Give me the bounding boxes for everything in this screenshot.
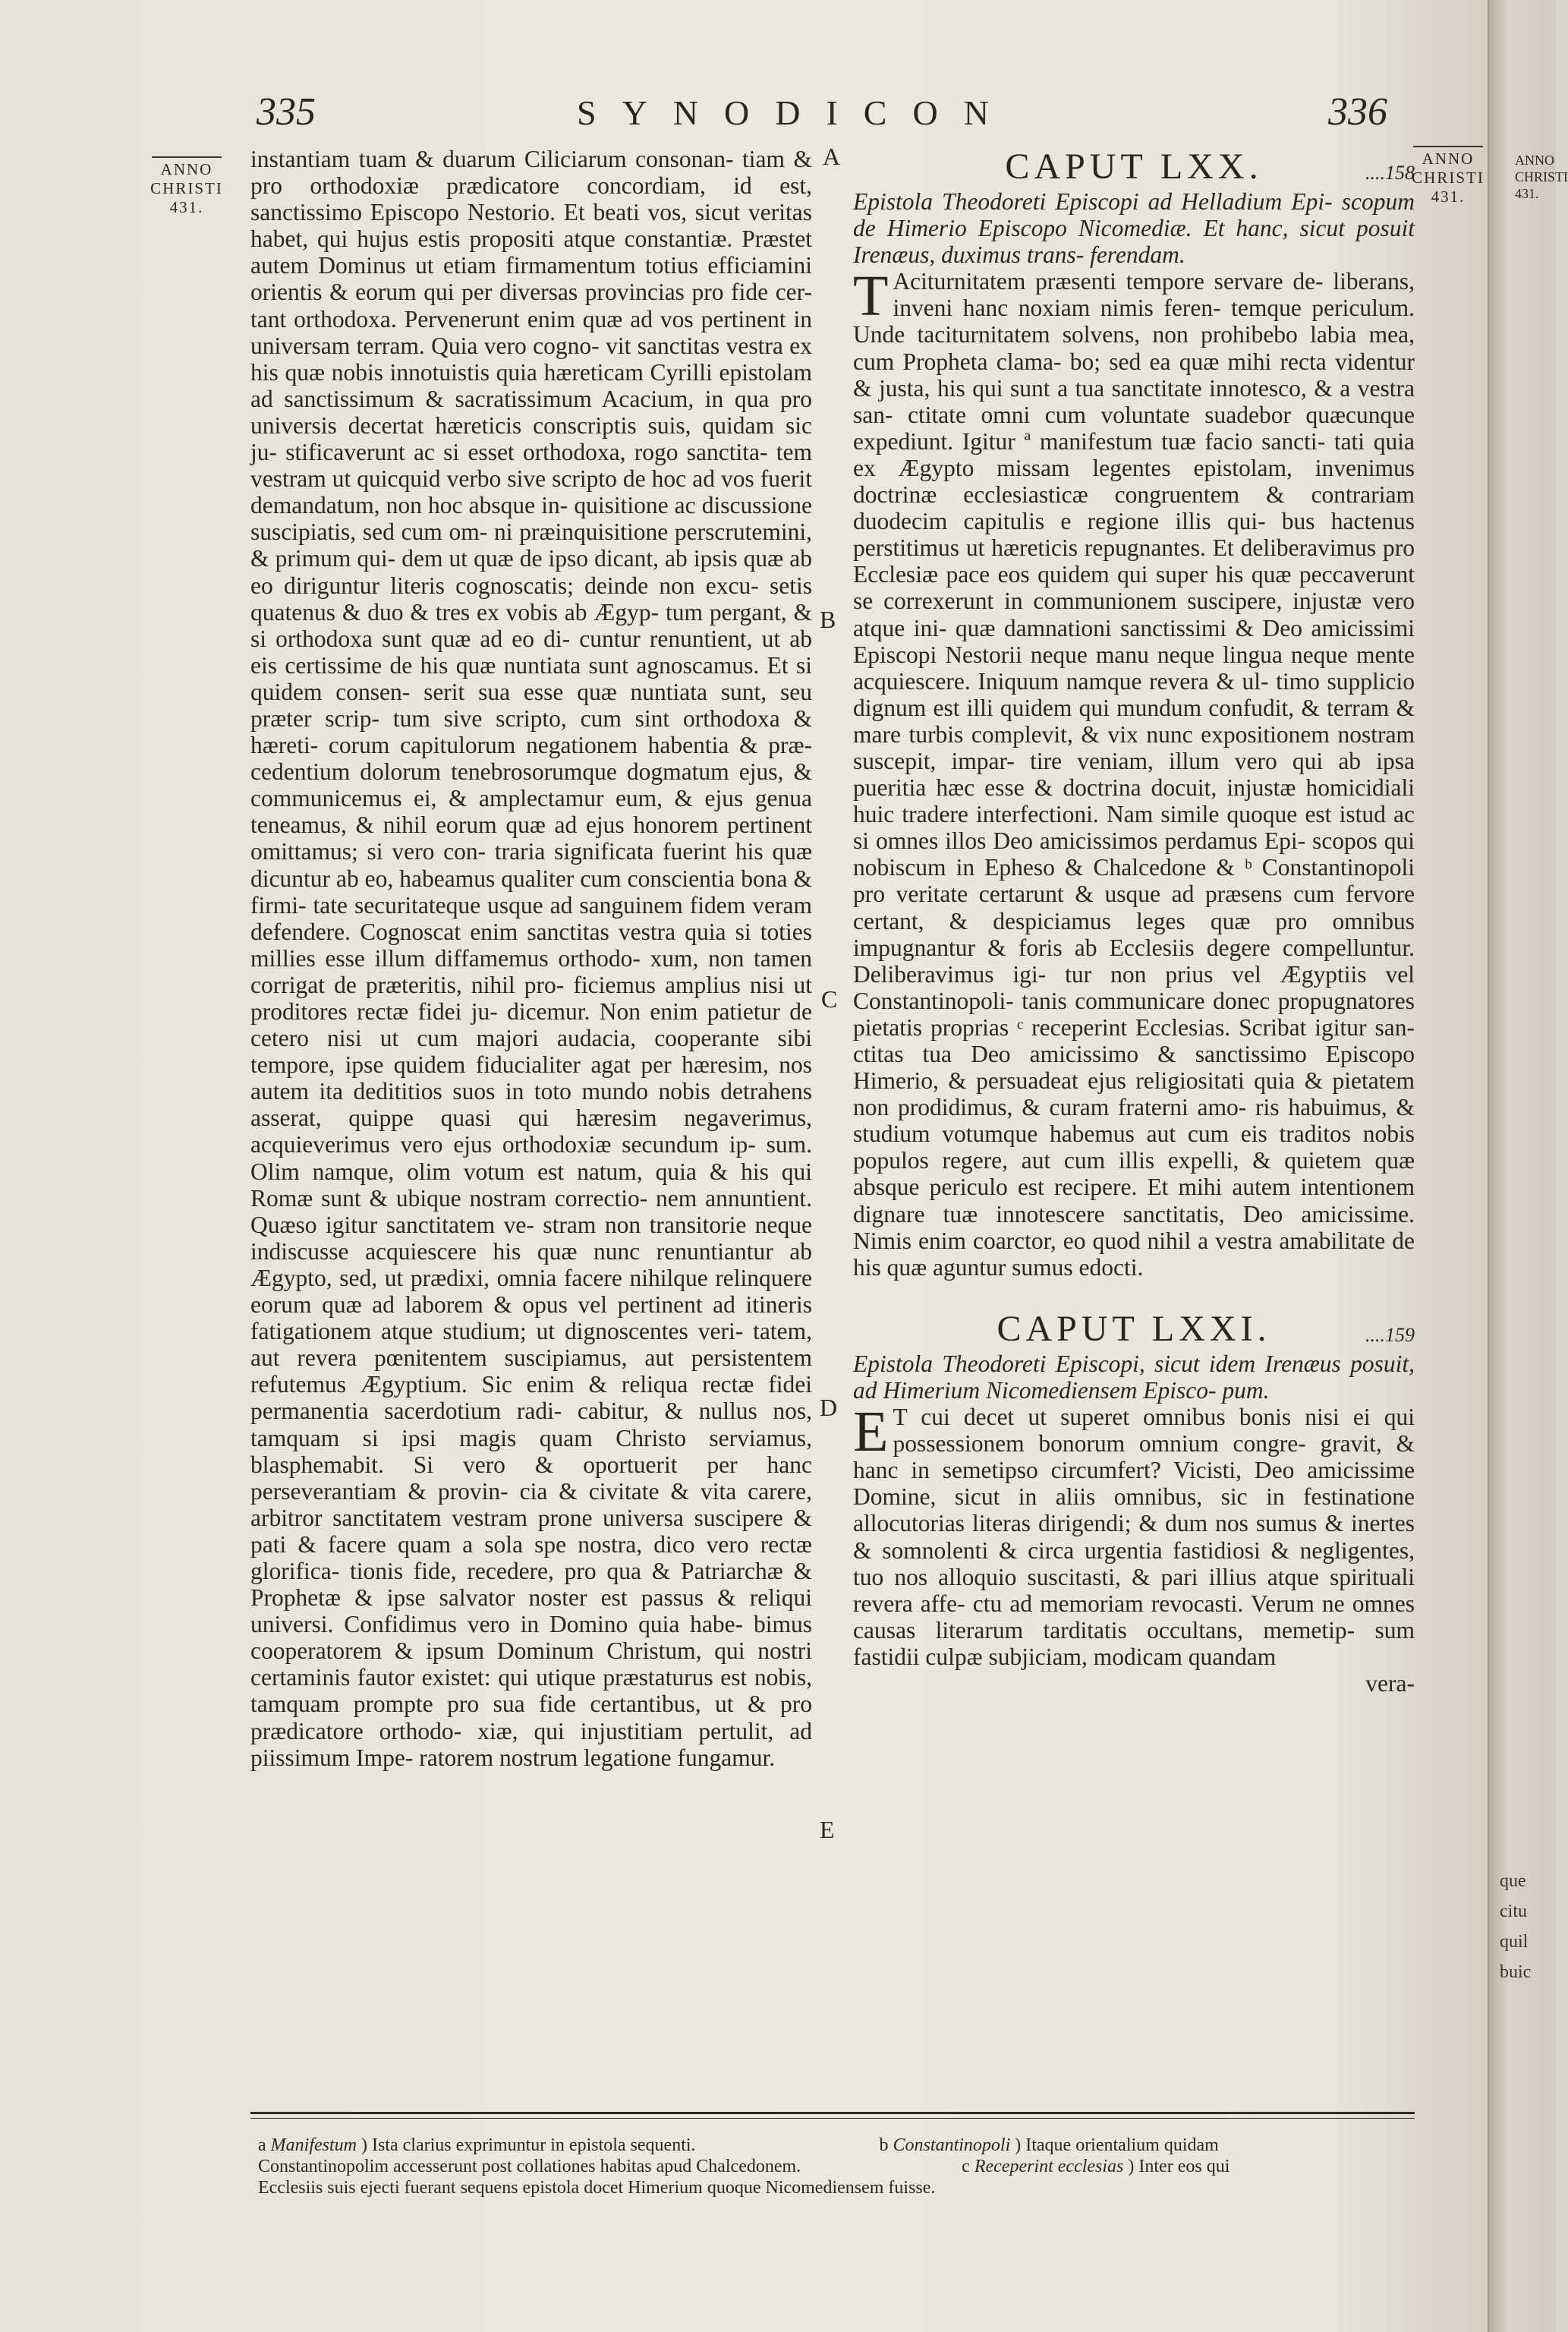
edge-fragment: citu (1500, 1902, 1527, 1921)
section-letter-e: E (820, 1816, 835, 1843)
footnote-text: ) Itaque orientalium quidam (1015, 2135, 1219, 2155)
chapter-body-text: Aciturnitatem præsenti tempore servare de- liberans, inveni hanc noxiam nimis feren- temque periculum. Unde taciturnitatem solvens, non prohibebo labia mea, cum Propheta clama- bo; sed ea quæ mihi recta videntur & justa, his qui sunt a tua sanctitate innotesco, & a vestra san- ctitate omni cum voluntate suadebor quæcunque expediunt. Igitur ª manifestum tuæ facio sancti- tati quia ex Ægypto missam legentes epistolam, invenimus doctrinæ ecclesiasticæ congruentem & contrariam duodecim capitulis e regione illis qui- bus hactenus perstitimus ut hæreticis repugnantes. Et deliberavimus pro Ecclesiæ pace eos quidem qui super his quæ peccaverunt se correxerunt in communionem suscipere, injustæ vero atque ini- quæ damnationi sanctissimi & Deo amicissimi Episcopi Nestorii neque manu neque lingua neque mente acquiescere. Iniquum namque revera & ul- timo supplicio dignum est illi quidem qui mundum confudit, & terram & mare turbis complevit, & vix nunc expositionem nostram suscepit, impar- tire veniam, illum vero qui ab ipsa pueritia hæc esse & doctrina docuit, injustæ homicidiali huic tradere interfectioni. Nam simile quoque est istud ac si omnes illos Deo amicissimos perdamus Epi- scopos qui nobiscum in Epheso & Chalcedone & ᵇ Constantinopoli pro veritate certarunt & usque ad præsens cum fervore certant, & despiciamus leges quæ pro omnibus impugnantur & foris ab Ecclesiis degere compelluntur. Deliberavimus igi- tur non prius vel Ægyptiis vel Constantinopoli- tanis communicare donec propugnatores pietatis proprias ᶜ receperint Ecclesias. Scribat igitur san- ctitas tua Deo amicissimo & sanctissimo Episcopo Himerio, & persuadeat ejus religiositati quia & pietatem non prodidimus, & curam fraterni amo- ris habuimus, & studium votumque habemus aut cum eis traditos nobis populos regere, aut cum illis expelli, & quietem quæ absque periculo est recipere. Et mihi autem intentionem dignare tuæ innotescere sanctitatis, Deo amicissime. Nimis enim coarctor, eo quod nihil a vestra amabilitate de his quæ aguntur sumus edocti. (853, 268, 1415, 1281)
footnotes (258, 2135, 1412, 2198)
chapter-ref: ....159 (1365, 1323, 1415, 1346)
chapter-heading-70 (853, 146, 1415, 188)
left-column-text: instantiam tuam & duarum Ciliciarum consonan- tiam & pro orthodoxiæ prædicatore concordiam, id est, sanctissimo Episcopo Nestorio. Et beati vos, sicut veritas habet, qui hujus estis propositi atque constantiæ. Præstet autem Dominus ut etiam firmamentum totius efficiamini orientis & eorum qui per diversas provincias pro fide cer- tant orthodoxa. Pervenerunt enim quæ ad vos pertinent in universam terram. Quia vero cogno- vit sanctitas vestra ex his quæ nobis innotuistis quia hæreticam Cyrilli epistolam ad sanctissimum & sacratissimum Acacium, in qua pro universis decertat hæreticis conscriptis suis, quidam sic ju- stificaverunt ac si esset orthodoxa, rogo sanctita- tem vestram ut quicquid verbo sive scripto de hoc ad vos fuerit demandatum, non hoc absque in- quisitione ac discussione suscipiatis, sed cum om- ni præinquisitione perscrutemini, & primum qui- dem ut quæ de ipso dicant, ab ipsis quæ ab eo diriguntur literis cognoscatis; deinde non excu- setis quatenus & duo & tres ex vobis ab Ægyp- tum pergant, & si orthodoxa sunt quæ ad eo di- cuntur renuntient, ut ab eis certissime de his quæ nuntiata sunt agnoscamus. Et si quidem consen- serit sua esse quæ nuntiata sunt, seu præter scrip- tum sive scripto, cum sint orthodoxa & hæreti- corum capitulorum negationem habentia & præ- cedentium dolorum tenebrosorumque dogmatum ejus, & communicemus ei, & amplectamur eum, & ejus genua teneamus, & nihil eorum quæ ad ejus honorem pertinent omittamus; si vero con- traria significata fuerint his quæ dicuntur ab eo, habeamus qualiter cum conscientia bona & firmi- tate securitateque usque ad sanguinem fidem veram defendere. Cognoscat enim sanctitas vestra quia si toties millies esse illum diffamemus orthodo- xum, non tamen corrigat de præteritis, nihil pro- ficiemus amplius nisi ut proditores rectæ fidei ju- dicemur. Non enim patietur de cetero nisi ut cum majori audacia, cooperante sibi tempore, ipse quidem fiducialiter agat per hæresim, nos autem ita dedititios suos in toto mundo nobis detrahens asserat, quippe quasi qui hæresim negaverimus, acquieverimus vero ejus orthodoxiæ secundum ip- sum. Olim namque, olim votum est natum, quia & his qui Romæ sunt & ubique nostram correctio- nem annuntient. Quæso igitur sanctitatem ve- stram non transitorie neque indiscusse acquiescere his quæ nunc renuntiantur ab Ægypto, sed, ut prædixi, omnia facere nihilque relinquere eorum quæ ad laborem & opus vel pertinent ad itineris fatigationem atque studium; ut dignoscentes veri- tatem, aut revera pœnitentem suscipiamus, aut persistentem refutemus Ægyptium. Sic enim & reliqua rectæ fidei permanentia sacerdotium radi- cabitur, & nullus nos, tamquam si ipsi magis quam Christo serviamus, blasphemabit. Si vero & oportuerit per hanc perseverantiam & provin- cia & civitate & vita carere, arbitror sanctitatem vestram prone universa suscipere & pati & facere quam a sola spe nostra, dico vero rectæ glorifica- tionis fide, recedere, pro qua & Patriarchæ & Prophetæ & ipse salvator noster est passus & reliqui universi. Confidimus vero in Domino quia habe- bimus cooperatorem & ipsum Dominum Christum, qui nostri certaminis fautor existet: qui utique præstaturus est nobis, tamquam prompte pro sua fide certantibus, ut & pro prædicatore orthodo- xiæ, qui injustitiam pertulit, ad piissimum Impe- ratorem nostrum legatione fungamur. (250, 146, 812, 1771)
margin-rule (1413, 146, 1483, 147)
footnote-text: ) Inter eos qui (1128, 2157, 1230, 2176)
edge-fragment: buic (1500, 1962, 1532, 1982)
margin-anno-left (149, 156, 225, 217)
footnote-line-1 (258, 2135, 1412, 2156)
chapter-title: CAPUT LXX. (1005, 147, 1263, 187)
left-column (250, 146, 812, 1771)
right-column (853, 146, 1415, 1697)
footnote-text: Constantinopolim accesserunt post collationes habitas apud Chalcedonem. (258, 2157, 801, 2176)
footnote-text: Ecclesiis suis ejecti fuerant sequens epistola docet Himerium quoque Nicomediensem fuisse. (258, 2178, 936, 2198)
footnote-lemma: Constantinopoli (893, 2135, 1011, 2155)
footnote-rule (250, 2112, 1415, 2114)
chapter-subtitle: Epistola Theodoreti Episcopi ad Helladium Epi- scopum de Himerio Episcopo Nicomediæ. Et hanc, sicut posuit Irenæus, duximus trans- ferendam. (853, 188, 1415, 269)
footnote-letter: c (962, 2157, 970, 2176)
anno-text: ANNO (1515, 153, 1554, 168)
chapter-body (853, 264, 1415, 1281)
edge-fragment: que (1500, 1871, 1526, 1891)
chapter-body-text: T cui decet ut superet omnibus bonis nisi ei qui possessionem bonorum omnium congre- gravit, & hanc in semetipso circumfert? Vicisti, Deo amicissime Domine, sicut in aliis omnibus, sic in festinatione allocutorias literas dirigendi; & dum nos sumus & inertes & somnolenti & circa urgentia fastidiosi & negligentes, tuo nos alloquio suscitasti, & pari illius atque spirituali revera affe- ctu ad memoriam revocasti. Verum ne omnes causas literarum tarditatis occultans, memetip- sum fastidii culpæ subjiciam, modicam quandam (853, 1404, 1415, 1670)
footnote-rule-thin (250, 2118, 1415, 2119)
section-letter-c: C (821, 985, 838, 1013)
chapter-subtitle: Epistola Theodoreti Episcopi, sicut idem Irenæus posuit, ad Himerium Nicomediensem Episco- pum. (853, 1350, 1415, 1404)
next-page-edge (1488, 0, 1568, 2332)
year-text: 431. (1431, 188, 1466, 206)
edge-fragment: quil (1500, 1932, 1529, 1952)
footnote-line-3 (258, 2177, 1412, 2198)
year-text: 431. (1515, 186, 1539, 201)
footnote-lemma: Manifestum (270, 2135, 357, 2155)
anno-text: ANNO (1422, 150, 1475, 168)
footnote-text: ) Ista clarius exprimuntur in epistola sequenti. (361, 2135, 696, 2155)
footnote-letter: a (258, 2135, 266, 2155)
section-letter-b: B (820, 606, 836, 633)
section-letter-d: D (820, 1394, 838, 1421)
christi-text: CHRISTI (150, 179, 223, 197)
page-number-right: 336 (1328, 90, 1387, 134)
section-letter-a: A (823, 143, 841, 170)
drop-cap: T (853, 264, 889, 329)
year-text: 431. (169, 198, 204, 216)
running-head: SYNODICON (577, 93, 1015, 132)
chapter-ref: ....158 (1365, 162, 1415, 184)
next-page-margin-anno (1515, 152, 1568, 202)
drop-cap: E (853, 1400, 889, 1464)
footnote-letter: b (879, 2135, 889, 2155)
chapter-heading-71 (853, 1308, 1415, 1350)
chapter-body (853, 1400, 1415, 1670)
catchword: vera- (1365, 1669, 1415, 1697)
footnote-lemma: Receperint ecclesias (974, 2157, 1124, 2176)
christi-text: CHRISTI (1515, 169, 1568, 184)
chapter-title: CAPUT LXXI. (997, 1308, 1271, 1349)
margin-rule (152, 156, 222, 158)
margin-anno-right (1410, 146, 1486, 206)
page-number-left: 335 (257, 90, 316, 134)
christi-text: CHRISTI (1412, 169, 1485, 187)
footnote-line-2 (258, 2156, 1412, 2177)
anno-text: ANNO (160, 160, 213, 178)
